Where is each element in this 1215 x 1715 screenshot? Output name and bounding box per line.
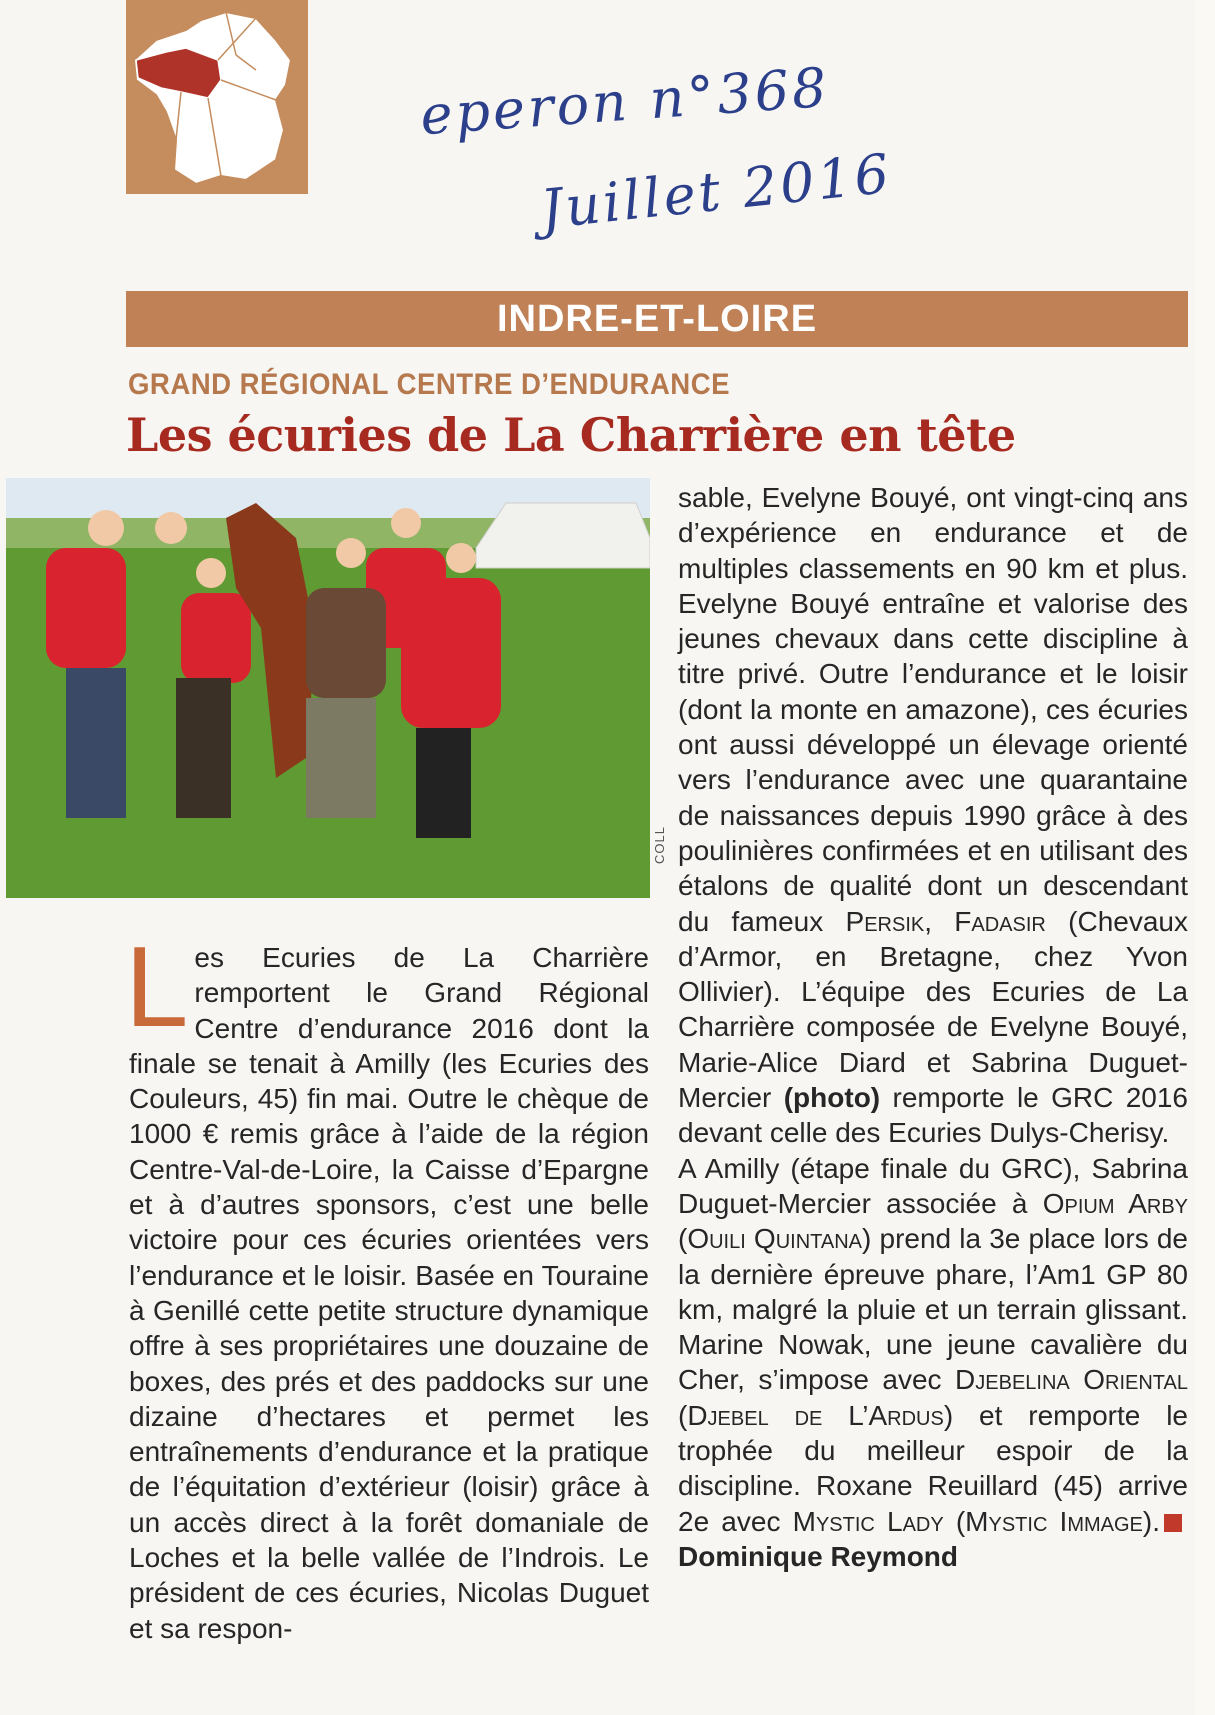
france-map-icon [126, 0, 308, 194]
region-banner [126, 291, 1188, 347]
horse-name: Persik [845, 905, 925, 937]
handwritten-date: Juillet 2016 [537, 141, 895, 242]
team-photo-illustration [6, 478, 650, 898]
article-column-left [125, 924, 649, 1646]
paragraph-text: A Amilly (étape finale du GRC), Sabrina Duguet-Mercier associée à [678, 1152, 1188, 1219]
paragraph-text: es Ecuries de La Charrière remportent le Grand Régional Centre d’endurance 2016 dont la finale se tenait à Amilly (les Ecuries des Couleurs, 45) fin mai. Outre le chèque de 1000 € remis grâce à l’aide de la région Centre-Val-de-Loire, la Caisse d’Epargne et à d’autres sponsors, c’est une belle victoire pour ces écuries orientées vers l’endurance et le loisir. Basée en Touraine à Genillé cette petite structure dynamique offre à ses propriétaires une douzaine de boxes, des prés et des paddocks sur une dizaine d’hectares et permet les entraînements d’endurance et la pratique de l’équitation d’extérieur (loisir) grâce à un accès direct à la forêt domaniale de Loches et la belle vallée de l’Indrois. Le président de ces écuries, Nicolas Duguet et sa respon- [129, 942, 649, 1644]
paragraph-text: remporte le GRC 2016 devant celle des Ecuries Dulys-Cherisy. [678, 1082, 1189, 1149]
end-mark-icon [1164, 1514, 1182, 1532]
article-paragraph [678, 480, 1188, 1151]
paragraph-text: , [924, 905, 933, 937]
france-map [126, 0, 308, 194]
drop-cap: L [125, 924, 189, 1051]
article-photo [6, 478, 650, 898]
handwritten-issue: eperon n°368 [418, 55, 832, 148]
photo-credit: COLL [652, 826, 667, 864]
horse-name: Mystic Lady (Mystic Immage). [792, 1505, 1160, 1537]
horse-name: Opium Arby (Ouili Quintana) [678, 1187, 1188, 1255]
paragraph-text: prend la 3e place lors de la dernière épreuve phare, l’Am1 GP 80 km, malgré la pluie et un terrain glissant. Marine Nowak, une jeune cavalière du Cher, s’impose avec [678, 1223, 1188, 1396]
page-edge [1195, 0, 1215, 1715]
article-author: Dominique Reymond [678, 1540, 959, 1572]
article-paragraph [678, 1151, 1188, 1575]
paragraph-text: sable, Evelyne Bouyé, ont vingt-cinq ans d’expérience en endurance et de multiples classements en 90 km et plus. Evelyne Bouyé entraîne et valorise des jeunes chevaux dans cette discipline à titre privé. Outre l’endurance et le loisir (dont la monte en amazone), ces écuries ont aussi développé un élevage orienté vers l’endurance avec une quarantaine de naissances depuis 1990 grâce à des poulinières confirmées et en utilisant des étalons de qualité dont un descendant du fameux [678, 482, 1188, 937]
article-headline: Les écuries de La Charrière en tête [126, 408, 1016, 462]
article-kicker: GRAND RÉGIONAL CENTRE D’ENDURANCE [128, 368, 730, 401]
horse-name: Fadasir [954, 905, 1046, 937]
article-column-right [678, 480, 1188, 1574]
horse-name: Djebelina Oriental (Djebel de L’Ardus) [678, 1364, 1189, 1431]
paragraph-text: (Chevaux d’Armor, en Bretagne, chez Yvon Ollivier). L’équipe des Ecuries de La Charrière composée de Evelyne Bouyé, Marie-Alice Diard et Sabrina Duguet-Mercier [678, 905, 1188, 1114]
region-label: INDRE-ET-LOIRE [496, 297, 818, 340]
paragraph-text: et remporte le trophée du meilleur espoir de la discipline. Roxane Reuillard (45) arrive 2e avec [678, 1399, 1188, 1537]
photo-reference: (photo) [783, 1082, 881, 1114]
article-paragraph [125, 924, 649, 1646]
